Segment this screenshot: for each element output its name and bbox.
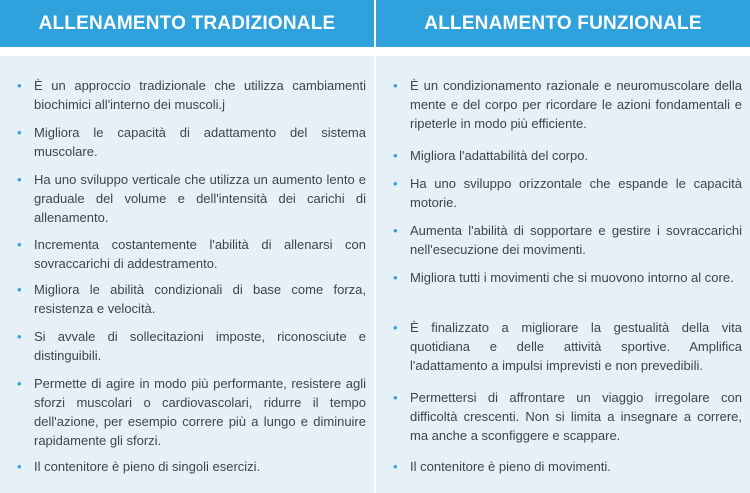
bullet-icon: • [393, 176, 398, 191]
list-item: • Il contenitore è pieno di singoli esercizi. [17, 459, 261, 474]
bullet-icon: • [17, 237, 22, 252]
bullet-icon: • [17, 125, 22, 140]
bullet-icon: • [393, 270, 398, 285]
bullet-icon: • [17, 376, 22, 391]
list-item: • Permette di agire in modo più performante, resistere agli sforzi muscolari o cardiovascolari, ridurre il tempo dell'azione, per esempio correre più a lungo e diminuire rapidamente gli sforzi. [17, 376, 366, 448]
list-item: • Il contenitore è pieno di movimenti. [393, 459, 611, 474]
list-item: • Migliora tutti i movimenti che si muovono intorno al core. [393, 270, 734, 285]
bullet-icon: • [393, 390, 398, 405]
list-item: • Incrementa costantemente l'abilità di allenarsi con sovraccarichi di addestramento. [17, 237, 366, 271]
column-traditional [0, 0, 374, 493]
bullet-icon: • [17, 78, 22, 93]
list-item: • Ha uno sviluppo orizzontale che espande le capacità motorie. [393, 176, 742, 210]
bullet-icon: • [393, 78, 398, 93]
bullet-icon: • [393, 459, 398, 474]
bullet-icon: • [393, 320, 398, 335]
list-item: • È finalizzato a migliorare la gestualità della vita quotidiana e delle attività sportive. Amplifica l'adattamento a impulsi imprevisti e non prevedibili. [393, 320, 742, 373]
list-item: • Migliora le abilità condizionali di base come forza, resistenza e velocità. [17, 282, 366, 316]
list-item: • Si avvale di sollecitazioni imposte, riconosciute e distinguibili. [17, 329, 366, 363]
bullet-icon: • [393, 148, 398, 163]
bullet-icon: • [17, 172, 22, 187]
list-item: • Ha uno sviluppo verticale che utilizza un aumento lento e graduale del volume e dell'intensità dei carichi di allenamento. [17, 172, 366, 225]
bullet-icon: • [17, 459, 22, 474]
header-functional: ALLENAMENTO FUNZIONALE [376, 0, 750, 47]
panel-functional [376, 56, 750, 493]
panel-traditional [0, 56, 374, 493]
list-item: • Migliora l'adattabilità del corpo. [393, 148, 589, 163]
list-item: • Aumenta l'abilità di sopportare e gestire i sovraccarichi nell'esecuzione dei movimenti. [393, 223, 742, 257]
list-item: • È un approccio tradizionale che utilizza cambiamenti biochimici all'interno dei muscoli.j [17, 78, 366, 112]
list-item: • È un condizionamento razionale e neuromuscolare della mente e del corpo per ricordare le azioni fondamentali e ripeterle in modo più efficiente. [393, 78, 742, 131]
list-item: • Permettersi di affrontare un viaggio irregolare con difficoltà crescenti. Non si limita a insegnare a correre, ma anche a sconfiggere e scappare. [393, 390, 742, 443]
bullet-icon: • [17, 329, 22, 344]
bullet-icon: • [393, 223, 398, 238]
bullet-icon: • [17, 282, 22, 297]
column-functional [376, 0, 750, 493]
header-traditional: ALLENAMENTO TRADIZIONALE [0, 0, 374, 47]
list-item: • Migliora le capacità di adattamento del sistema muscolare. [17, 125, 366, 159]
